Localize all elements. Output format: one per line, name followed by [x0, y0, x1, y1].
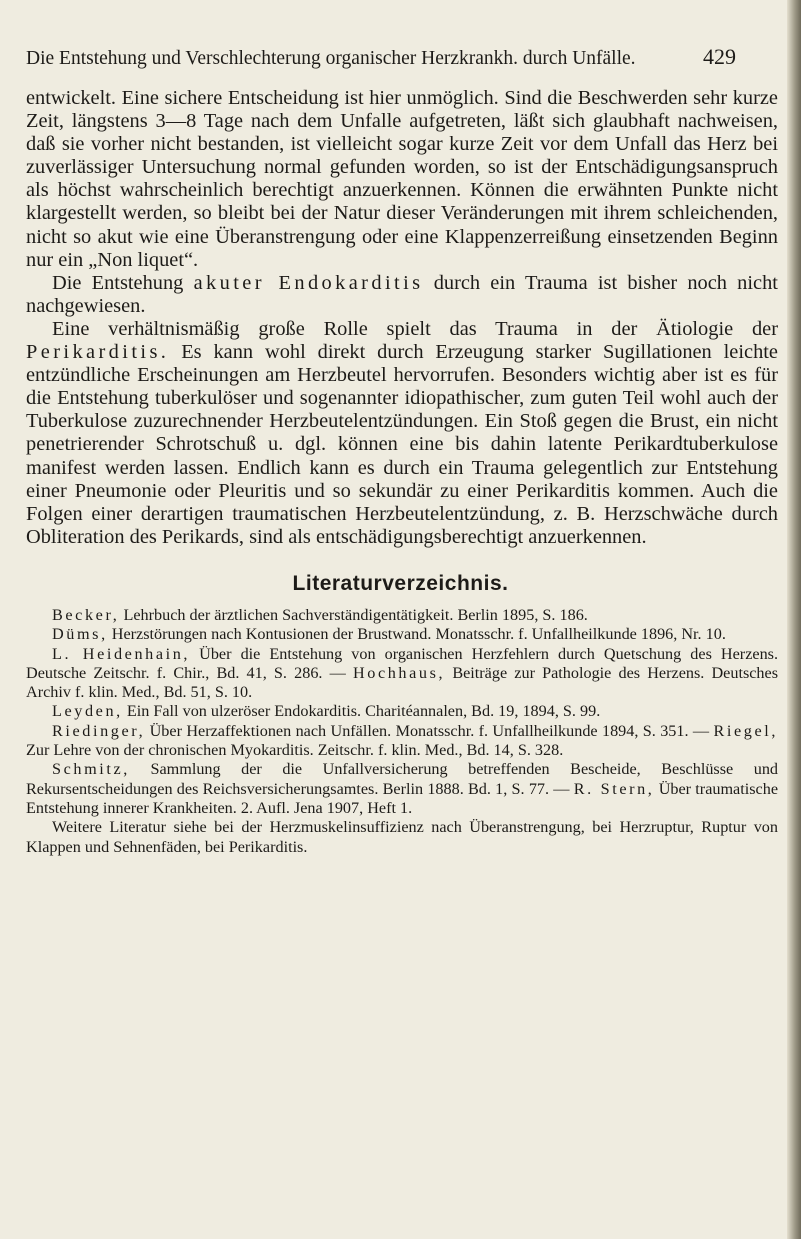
literature-heading: Literaturverzeichnis.	[292, 572, 509, 595]
paragraph-2	[26, 272, 778, 318]
reference-item	[26, 760, 778, 818]
reference-text: Über Herzaffektionen nach Unfällen. Monatsschr. f. Unfallheilkunde 1894, S. 351. —	[149, 721, 710, 740]
reference-text: Ein Fall von ulzeröser Endokarditis. Charitéannalen, Bd. 19, 1894, S. 99.	[126, 702, 601, 721]
reference-text: Lehrbuch der ärztlichen Sachverständigentätigkeit. Berlin 1895, S. 186.	[123, 606, 588, 624]
term-perikarditis: Perikarditis.	[26, 341, 170, 364]
reference-text: Über traumatische Entstehung innerer Krankheiten. 2. Aufl. Jena 1907, Heft 1.	[26, 779, 779, 817]
reference-text: Sammlung der die Unfallversicherung betreffenden Bescheide, Beschlüsse und Rekursentscheidungen des Reichsversicherungsamtes. Berlin 1888. Bd. 1, S. 77. —	[26, 760, 779, 798]
paragraph-2-rest: durch ein Trauma ist bisher noch nicht nachgewiesen.	[26, 271, 778, 317]
paragraph-1: entwickelt. Eine sichere Entscheidung ist hier unmöglich. Sind die Beschwerden sehr kurze Zeit, längstens 3—8 Tage nach dem Unfalle aufgetreten, läßt sich glaubhaft nachweisen, daß sie vorher nicht bestanden, ist vielleicht sogar kurze Zeit vor dem Unfall das Herz bei zuverlässiger Untersuchung normal gefunden worden, so ist der Entschädigungsanspruch als höchst wahrscheinlich berechtigt anzuerkennen. Können die erwähnten Punkte nicht klargestellt werden, so bleibt bei der Natur dieser Veränderungen mit ihrem schleichenden, nicht so akut wie eine Überanstrengung oder eine Klappenzerreißung einsetzenden Beginn nur ein „Non liquet“.	[26, 87, 778, 271]
reference-author: Becker,	[52, 606, 120, 624]
term-akute-endokarditis: akuter Endokarditis	[193, 271, 424, 294]
reference-item	[26, 645, 778, 703]
running-title: Die Entstehung und Verschlechterung organischer Herzkrankh. durch Unfälle.	[26, 48, 636, 69]
reference-list	[26, 606, 778, 857]
page-number: 429	[703, 44, 736, 69]
running-header	[26, 44, 736, 70]
paragraph-3	[26, 318, 778, 549]
paragraph-2-start: Die Entstehung	[52, 271, 184, 294]
reference-author: Hochhaus,	[352, 663, 446, 682]
reference-author: Düms,	[52, 625, 108, 644]
reference-author: R. Stern,	[573, 779, 655, 798]
page-edge-shadow	[787, 0, 801, 1239]
reference-author: Riedinger,	[52, 721, 146, 740]
paragraph-3-rest: Es kann wohl direkt durch Erzeugung starker Sugillationen leichte entzündliche Erscheinungen am Herzbeutel hervorrufen. Besonders wichtig aber ist es für die Entstehung tuberkulöser und sogenannter idiopathischer, zum guten Teil wohl auch der Tuberkulose zuzurechnender Herzbeutelentzündungen. Ein Stoß gegen die Brust, ein nicht penetrierender Schrotschuß u. dgl. können eine bis dahin latente Perikardtuberkulose manifest werden lassen. Endlich kann es durch ein Trauma gelegentlich zur Entstehung einer Pneumonie oder Pleuritis und so sekundär zu einer Perikarditis kommen. Auch die Folgen einer derartigen traumatischen Herzbeutelentzündung, z. B. Herzschwäche durch Obliteration des Perikards, sind als entschädigungsberechtigt anzuerkennen.	[26, 341, 778, 548]
reference-author: Riegel,	[713, 721, 778, 740]
reference-item	[26, 702, 778, 721]
reference-text: Über die Entstehung von organischen Herzfehlern durch Quetschung des Herzens. Deutsche Zeitschr. f. Chir., Bd. 41, S. 286. —	[26, 644, 779, 682]
paragraph-3-start: Eine verhältnismäßig große Rolle spielt das Trauma in der Ätiologie der	[52, 317, 778, 340]
reference-author: Leyden,	[52, 702, 123, 721]
reference-item	[26, 606, 778, 625]
reference-text: Zur Lehre von der chronischen Myokarditis. Zeitschr. f. klin. Med., Bd. 14, S. 328.	[26, 741, 564, 760]
reference-item: Weitere Literatur siehe bei der Herzmuskelinsuffizienz nach Überanstrengung, bei Herzruptur, Ruptur von Klappen und Sehnenfäden, bei Perikarditis.	[26, 818, 778, 856]
reference-text: Herzstörungen nach Kontusionen der Brustwand. Monatsschr. f. Unfallheilkunde 1896, Nr. 10.	[111, 625, 726, 644]
reference-author: Schmitz,	[52, 760, 130, 779]
reference-text: Beiträge zur Pathologie des Herzens. Deutsches Archiv f. klin. Med., Bd. 51, S. 10.	[26, 663, 779, 702]
reference-item	[26, 722, 778, 761]
reference-author: L. Heidenhain,	[52, 644, 191, 663]
reference-item	[26, 625, 778, 644]
body-text	[26, 87, 778, 549]
